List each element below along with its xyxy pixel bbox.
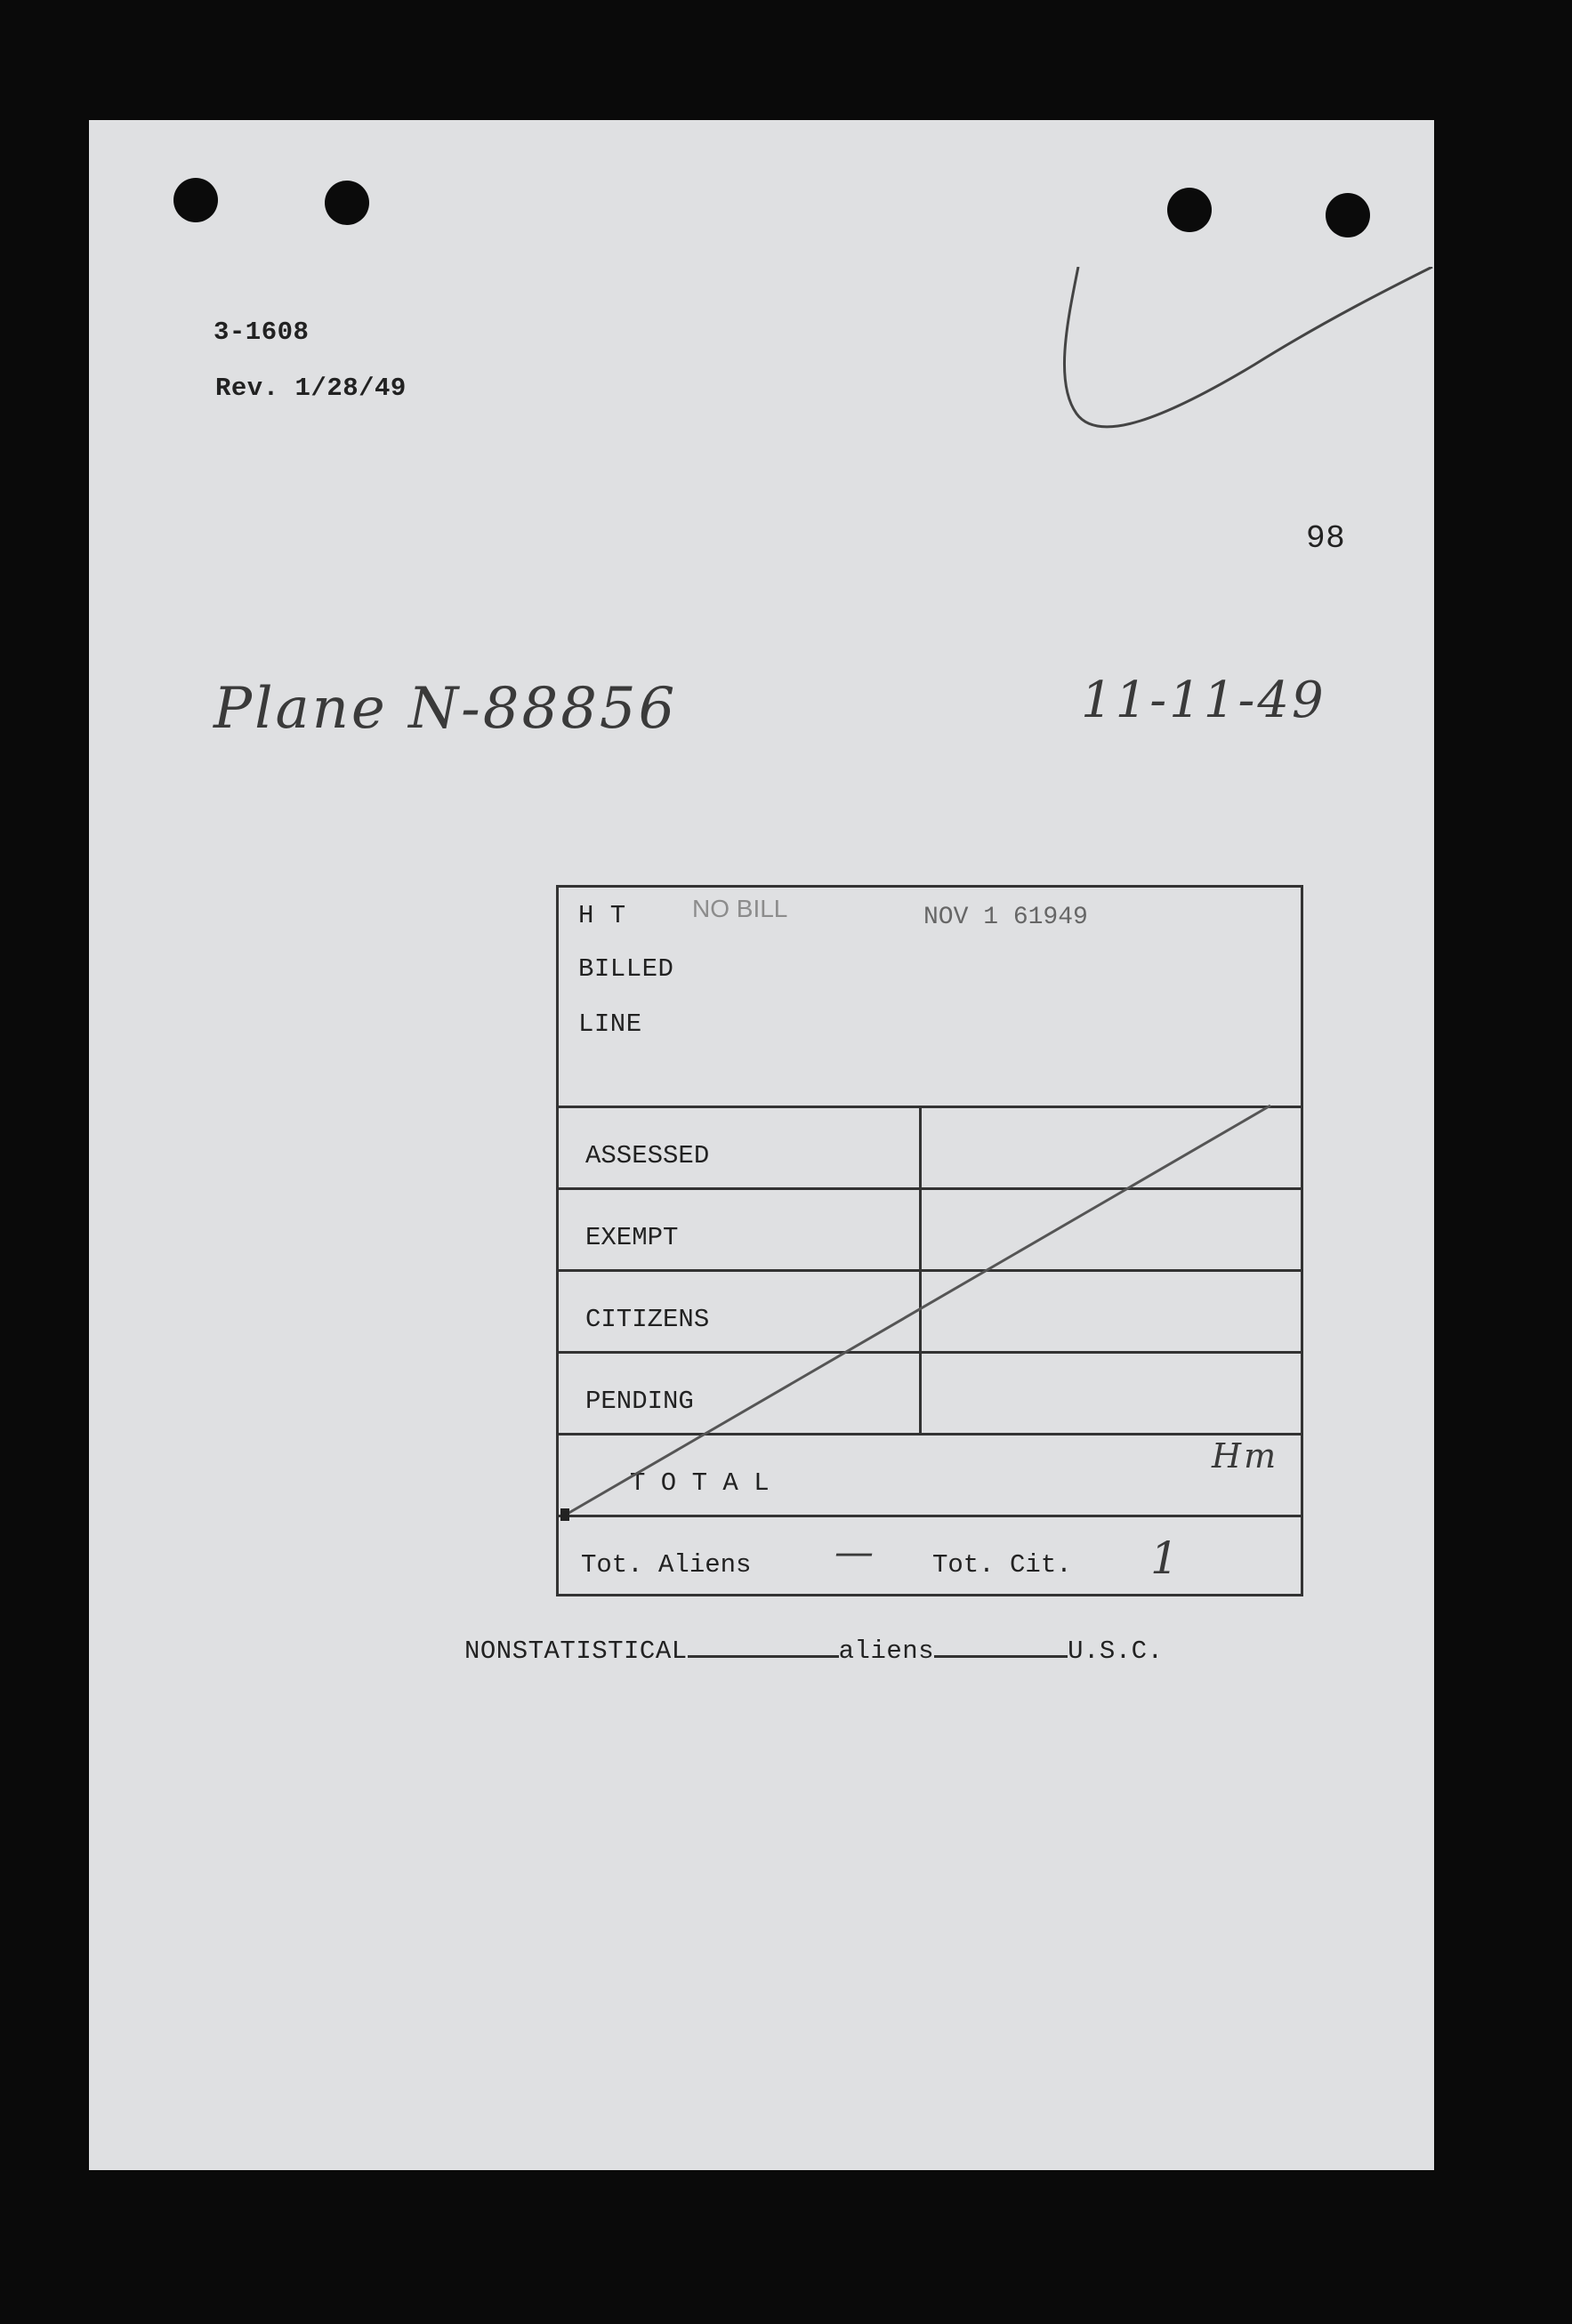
citizens-label: CITIZENS bbox=[585, 1305, 710, 1334]
nonstatistical-label: NONSTATISTICAL bbox=[464, 1636, 688, 1666]
form-number: 3-1608 bbox=[214, 318, 310, 347]
ht-label: H T bbox=[578, 901, 626, 930]
exempt-label: EXEMPT bbox=[585, 1223, 679, 1252]
aliens-blank bbox=[934, 1632, 1068, 1658]
punch-hole-4 bbox=[1326, 193, 1370, 237]
tot-aliens-mark: — bbox=[834, 1530, 876, 1575]
usc-label: U.S.C. bbox=[1068, 1636, 1164, 1666]
document-page bbox=[89, 120, 1434, 2170]
tot-cit-label: Tot. Cit. bbox=[932, 1550, 1072, 1580]
check-mark-icon bbox=[1059, 267, 1441, 480]
date-handwritten: 11-11-49 bbox=[1081, 671, 1326, 729]
tot-cit-mark: 1 bbox=[1150, 1532, 1181, 1584]
punch-hole-3 bbox=[1167, 188, 1212, 232]
strike-line bbox=[559, 888, 1306, 1599]
page-number: 98 bbox=[1306, 520, 1346, 557]
plane-id-handwritten: Plane N-88856 bbox=[214, 676, 678, 742]
assessed-label: ASSESSED bbox=[585, 1141, 710, 1170]
aliens-label: aliens bbox=[838, 1636, 935, 1666]
nonstatistical-blank bbox=[688, 1632, 839, 1658]
total-label: T O T A L bbox=[630, 1468, 770, 1498]
line-label: LINE bbox=[578, 1009, 642, 1039]
initials-handwritten: Hm bbox=[1212, 1436, 1279, 1476]
revision-date: Rev. 1/28/49 bbox=[215, 374, 407, 403]
billed-label: BILLED bbox=[578, 954, 674, 984]
footer-line bbox=[464, 1632, 1163, 1666]
pending-label: PENDING bbox=[585, 1387, 694, 1416]
no-bill-stamp: NO BILL bbox=[692, 895, 788, 922]
punch-hole-2 bbox=[325, 181, 369, 225]
date-stamp: NOV 1 61949 bbox=[923, 904, 1088, 931]
tally-form bbox=[556, 885, 1303, 1596]
punch-hole-1 bbox=[173, 178, 218, 222]
tot-aliens-label: Tot. Aliens bbox=[581, 1550, 752, 1580]
